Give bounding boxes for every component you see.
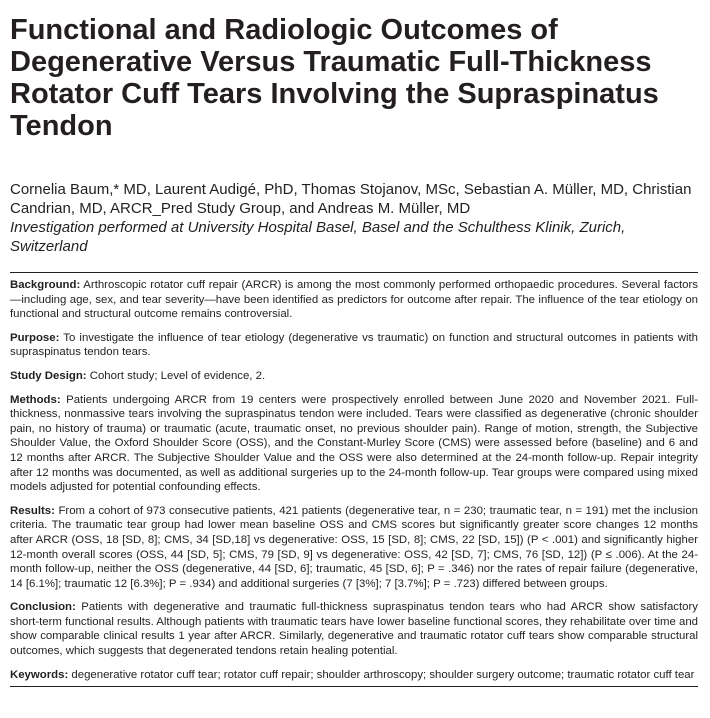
abstract-keywords — [10, 668, 698, 683]
section-heading: Study Design: — [10, 369, 87, 382]
abstract-study-design — [10, 369, 698, 384]
section-heading: Keywords: — [10, 668, 69, 681]
section-heading: Methods: — [10, 393, 61, 406]
section-text: degenerative rotator cuff tear; rotator cuff repair; shoulder arthroscopy; shoulder surgery outcome; traumatic rotator cuff tear — [68, 668, 695, 681]
section-heading: Conclusion: — [10, 601, 76, 614]
section-text: Cohort study; Level of evidence, 2. — [86, 369, 266, 382]
section-text: Arthroscopic rotator cuff repair (ARCR) is among the most commonly performed orthopaedic procedures. Several factors—including age, sex, and tear severity—have been identified as predictors for outcome after repair. The influence of the tear etiology on functional and structural outcome remains controversial. — [10, 279, 698, 321]
section-heading: Background: — [10, 279, 81, 291]
abstract-background — [10, 278, 698, 322]
section-text: Patients with degenerative and traumatic full-thickness supraspinatus tendon tears who had ARCR show satisfactory short-term functional results. Although patients with traumatic tears have lower baseline functional scores, they rehabilitate over time and show comparable clinical results 1 year after ARCR. Similarly, degenerative and traumatic rotator cuff tears show comparable structural outcomes, which suggests that degenerated tendons retain healing potential. — [10, 601, 698, 658]
section-text: From a cohort of 973 consecutive patients, 421 patients (degenerative tear, n = 230; traumatic tear, n = 191) met the inclusion criteria. The traumatic tear group had lower mean baseline OSS and CMS scores but significantly greater score changes 12 months after ARCR (OSS, 18 [SD, 8]; CMS, 34 [SD,18] vs degenerative: OSS, 15 [SD, 8]; CMS, 22 [SD, 15]) (P < .001) and significantly higher 12-month overall scores (OSS, 44 [SD, 5]; CMS, 79 [SD, 9] vs degenerative: OSS, 42 [SD, 7]; CMS, 76 [SD, 12]) (P ≤ .006). At the 24-month follow-up, neither the OSS (degenerative, 44 [SD, 6]; traumatic, 45 [SD, 6]; P = .346) nor the rates of repair failure (degenerative, 14 [6.1%]; traumatic 12 [6.3%]; P = .934) and additional surgeries (7 [3%]; 7 [3.7%]; P = .723) differed between groups. — [10, 504, 698, 590]
abstract-results — [10, 504, 698, 592]
institution-line: Investigation performed at University Hospital Basel, Basel and the Schulthess Klinik, Zurich, Switzerland — [10, 219, 626, 255]
article-title: Functional and Radiologic Outcomes of Degenerative Versus Traumatic Full-Thickness Rotator Cuff Tears Involving the Supraspinatus Tendon — [10, 14, 659, 142]
section-heading: Results: — [10, 504, 55, 517]
abstract-box — [10, 272, 698, 687]
section-heading: Purpose: — [10, 331, 60, 344]
abstract-methods — [10, 393, 698, 495]
section-text: Patients undergoing ARCR from 19 centers were prospectively enrolled between June 2020 and November 2021. Full-thickness, nonmassive tears involving the supraspinatus tendon were included. Tears were classified as degenerative (chronic shoulder pain, no history of trauma) or traumatic (acute, traumatic onset, no previous shoulder pain). Range of motion, strength, the Subjective Shoulder Value, the Oxford Shoulder Score (OSS), and the Constant-Murley Score (CMS) were assessed before (baseline) and 6 and 12 months after ARCR. The Subjective Shoulder Value and the OSS were also determined at the 24-month follow-up. Repair integrity after 12 months was documented, as well as additional surgeries up to the 24-month follow-up. Tear groups were compared using mixed models adjusted for potential confounding effects. — [10, 393, 698, 494]
abstract-conclusion — [10, 600, 698, 658]
section-text: To investigate the influence of tear etiology (degenerative vs traumatic) on function and structural outcomes in patients with supraspinatus tendon tears. — [10, 331, 698, 359]
abstract-purpose — [10, 331, 698, 360]
author-block — [10, 180, 700, 256]
author-list: Cornelia Baum,* MD, Laurent Audigé, PhD, Thomas Stojanov, MSc, Sebastian A. Müller, MD, Christian Candrian, MD, ARCR_Pred Study Group, and Andreas M. Müller, MD — [10, 181, 692, 217]
